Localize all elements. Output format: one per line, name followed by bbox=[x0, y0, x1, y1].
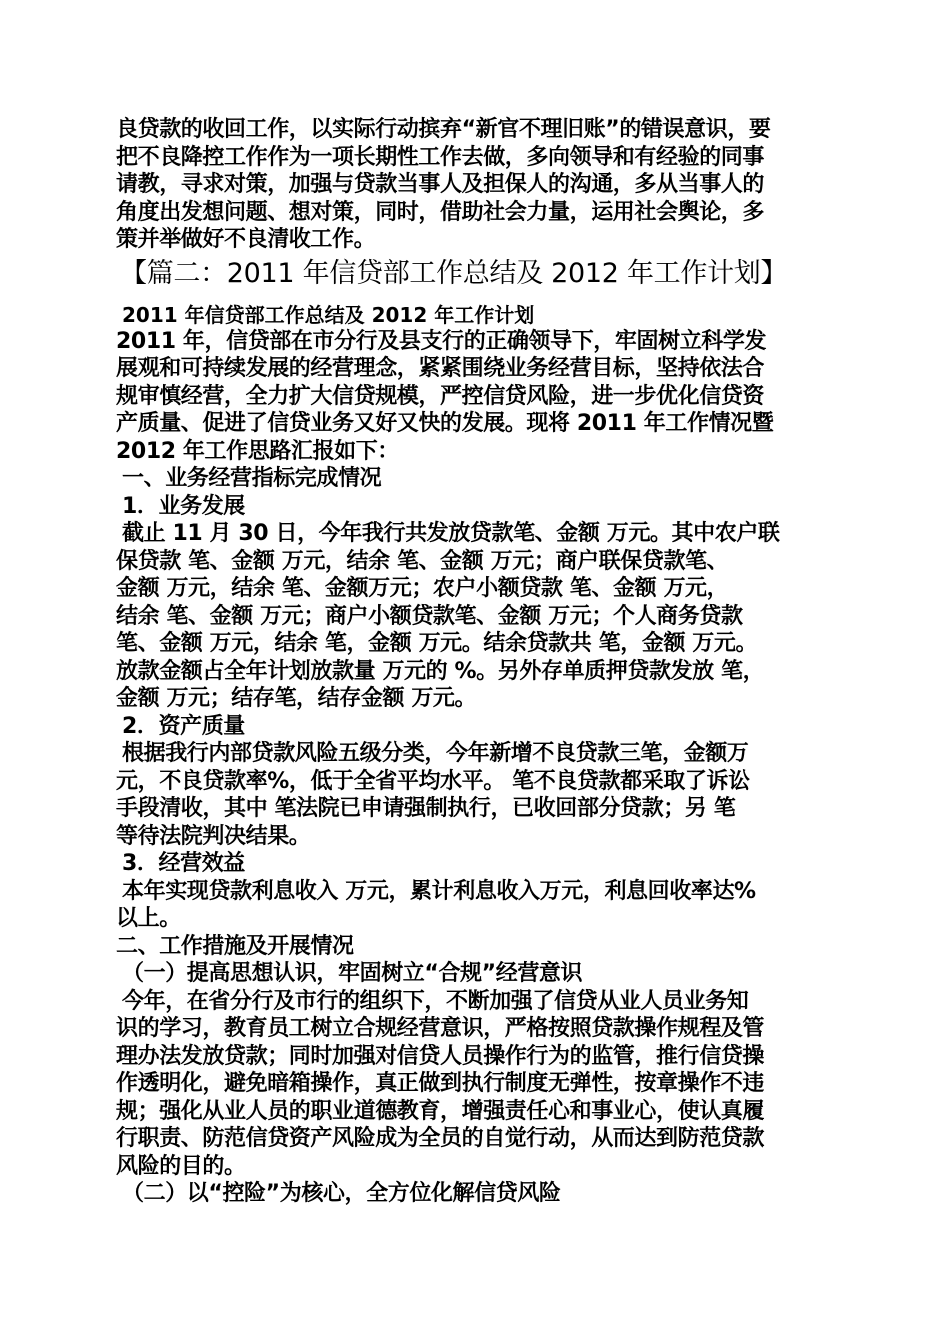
asset-quality-paragraph bbox=[116, 740, 844, 850]
text-line: 以上。 bbox=[116, 906, 181, 931]
intro-paragraph bbox=[116, 116, 844, 254]
heading-asset-quality: 2．资产质量 bbox=[122, 713, 245, 739]
text-line: 展观和可持续发展的经营理念，紧紧围绕业务经营目标，坚持依法合 bbox=[116, 356, 765, 381]
heading-work-measures: 二、工作措施及开展情况 bbox=[116, 933, 354, 959]
text-line: 角度出发想问题、想对策，同时，借助社会力量，运用社会舆论，多 bbox=[116, 199, 765, 225]
text-line: 产质量、促进了信贷业务又好又快的发展。现将 2011 年工作情况暨 bbox=[116, 411, 774, 436]
text-line: 2011 年，信贷部在市分行及县支行的正确领导下，牢固树立科学发 bbox=[116, 328, 767, 354]
text-line: 笔、金额 万元，结余 笔，金额 万元。结余贷款共 笔，金额 万元。 bbox=[116, 631, 758, 656]
text-line: 请教，寻求对策，加强与贷款当事人及担保人的沟通，多从当事人的 bbox=[116, 172, 765, 197]
text-line: 保贷款 笔、金额 万元，结余 笔、金额 万元；商户联保贷款笔、 bbox=[116, 548, 729, 574]
text-line: 把不良降控工作作为一项长期性工作去做，多向领导和有经验的同事 bbox=[116, 144, 765, 170]
text-line: 元，不良贷款率%，低于全省平均水平。 笔不良贷款都采取了诉讼 bbox=[116, 768, 750, 794]
text-line: 放款金额占全年计划放款量 万元的 %。另外存单质押贷款发放 笔， bbox=[116, 658, 765, 684]
operating-benefit-paragraph bbox=[116, 878, 844, 933]
text-line: 手段清收，其中 笔法院已申请强制执行，已收回部分贷款；另 笔 bbox=[116, 796, 736, 821]
text-line: 结余 笔、金额 万元；商户小额贷款笔、金额 万元；个人商务贷款 bbox=[116, 603, 743, 629]
text-line: 风险的目的。 bbox=[116, 1153, 246, 1179]
text-line: 规审慎经营，全力扩大信贷规模，严控信贷风险，进一步优化信贷资 bbox=[116, 383, 765, 409]
text-line: 识的学习，教育员工树立合规经营意识，严格按照贷款操作规程及管 bbox=[116, 1016, 765, 1041]
heading-operating-benefit: 3．经营效益 bbox=[122, 851, 245, 876]
compliance-paragraph bbox=[116, 988, 844, 1181]
text-line: 良贷款的收回工作，以实际行动摈弃“新官不理旧账”的错误意识，要 bbox=[116, 117, 771, 142]
section-heading: 【篇二：2011 年信贷部工作总结及 2012 年工作计划】 bbox=[120, 257, 788, 289]
text-line: 截止 11 月 30 日，今年我行共发放贷款笔、金额 万元。其中农户联 bbox=[122, 521, 780, 546]
heading-business-indicators: 一、业务经营指标完成情况 bbox=[122, 466, 382, 491]
text-line: 规；强化从业人员的职业道德教育，增强责任心和事业心，使认真履 bbox=[116, 1098, 765, 1124]
document-title: 2011 年信贷部工作总结及 2012 年工作计划 bbox=[122, 302, 535, 327]
text-line: 本年实现贷款利息收入 万元，累计利息收入万元，利息回收率达% bbox=[122, 878, 756, 904]
text-line: 金额 万元，结余 笔、金额万元；农户小额贷款 笔、金额 万元， bbox=[116, 576, 729, 601]
text-line: 金额 万元；结存笔，结存金额 万元。 bbox=[116, 686, 477, 711]
heading-compliance: （一）提高思想认识，牢固树立“合规”经营意识 bbox=[122, 961, 583, 986]
text-line: 等待法院判决结果。 bbox=[116, 823, 311, 849]
heading-business-development: 1．业务发展 bbox=[122, 493, 245, 519]
text-line: 策并举做好不良清收工作。 bbox=[116, 227, 376, 252]
text-line: 2012 年工作思路汇报如下： bbox=[116, 438, 399, 464]
text-line: 作透明化，避免暗箱操作，真正做到执行制度无弹性，按章操作不违 bbox=[116, 1071, 765, 1096]
text-line: 行职责、防范信贷资产风险成为全员的自觉行动，从而达到防范贷款 bbox=[116, 1126, 765, 1151]
text-line: 今年，在省分行及市行的组织下，不断加强了信贷从业人员业务知 bbox=[122, 988, 749, 1014]
document-page bbox=[116, 116, 844, 1208]
summary-intro-paragraph bbox=[116, 328, 844, 466]
text-line: 根据我行内部贷款风险五级分类，今年新增不良贷款三笔，金额万 bbox=[122, 741, 749, 766]
business-development-paragraph bbox=[116, 520, 844, 713]
heading-risk-control: （二）以“控险”为核心，全方位化解信贷风险 bbox=[122, 1181, 561, 1206]
text-line: 理办法发放贷款；同时加强对信贷人员操作行为的监管，推行信贷操 bbox=[116, 1043, 765, 1069]
